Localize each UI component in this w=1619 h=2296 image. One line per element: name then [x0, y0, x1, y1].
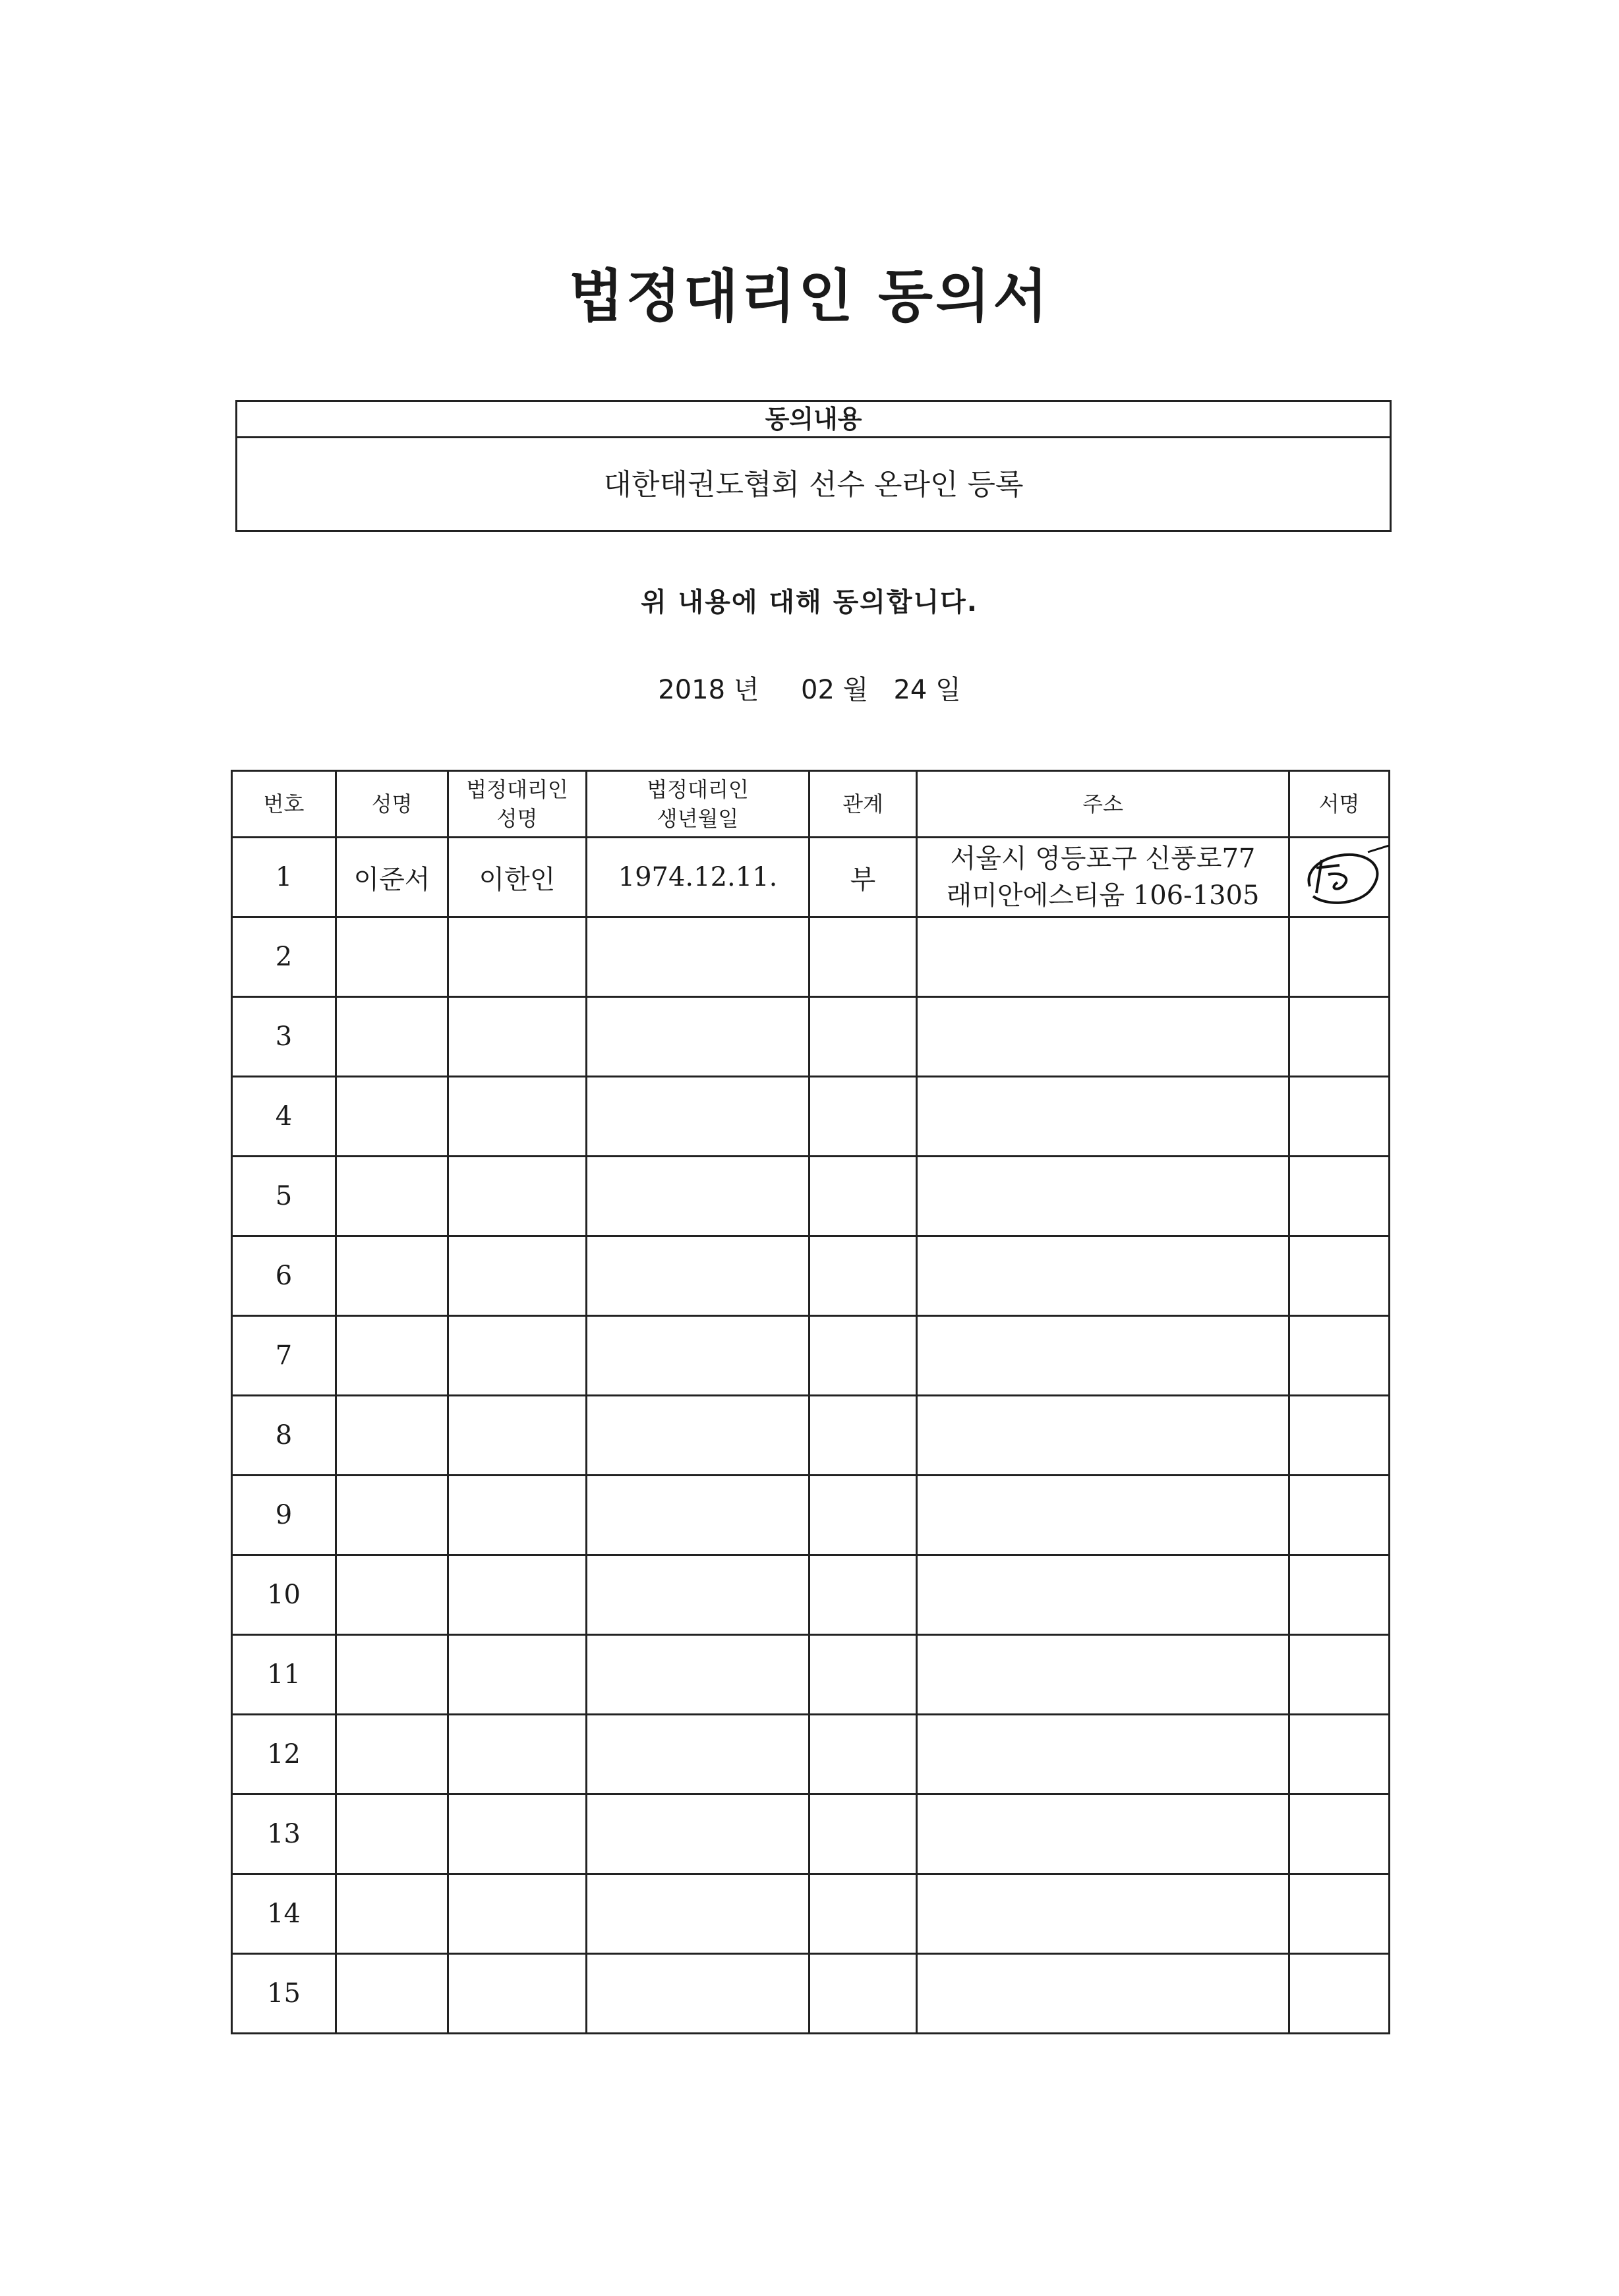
row-number: 9: [232, 1476, 336, 1555]
table-row: [232, 997, 1390, 1077]
date-year-unit: 년: [733, 675, 759, 705]
header-guardian-birth: [587, 771, 810, 838]
header-address: 주소: [917, 771, 1289, 838]
date-day-unit: 일: [935, 675, 961, 705]
consent-box: [235, 400, 1392, 532]
table-row: [232, 1874, 1390, 1954]
date-year: 2018: [658, 675, 726, 705]
table-row: [232, 1077, 1390, 1157]
table-row: [232, 1476, 1390, 1555]
row-number: 15: [232, 1954, 336, 2034]
row-address-line1: 서울시 영등포구 신풍로77: [950, 844, 1256, 874]
table-row: [232, 917, 1390, 997]
table-row: [232, 1715, 1390, 1794]
row-number: 8: [232, 1396, 336, 1476]
date-day: 24: [893, 675, 927, 705]
handwritten-signature-icon: [1290, 840, 1389, 914]
row-number: 1: [232, 838, 336, 917]
header-number: 번호: [232, 771, 336, 838]
row-name: 이준서: [336, 838, 448, 917]
header-guardian-birth-line1: 법정대리인: [647, 777, 749, 802]
header-signature: 서명: [1289, 771, 1390, 838]
table-row: [232, 1555, 1390, 1635]
row-number: 5: [232, 1157, 336, 1236]
header-relation: 관계: [810, 771, 917, 838]
header-guardian-name: [448, 771, 587, 838]
row-signature: [1289, 838, 1390, 917]
table-row: [232, 1157, 1390, 1236]
table-header-row: [232, 771, 1390, 838]
table-row: [232, 1635, 1390, 1715]
row-address: [917, 838, 1289, 917]
row-address-line2: 래미안에스티움 106-1305: [946, 880, 1260, 911]
agreement-statement: 위 내용에 대해 동의합니다.: [640, 587, 978, 617]
table-row: [232, 1236, 1390, 1316]
header-guardian-name-line1: 법정대리인: [466, 777, 568, 802]
row-guardian-birth: 1974.12.11.: [587, 838, 810, 917]
row-guardian-name: 이한인: [448, 838, 587, 917]
table-row: [232, 1954, 1390, 2034]
header-name: 성명: [336, 771, 448, 838]
guardian-roster-table: [231, 770, 1390, 2034]
document-title: 법정대리인 동의서: [568, 264, 1051, 330]
row-number: 4: [232, 1077, 336, 1157]
row-number: 7: [232, 1316, 336, 1396]
header-guardian-name-line2: 성명: [496, 806, 538, 831]
table-row: [232, 838, 1390, 917]
table-row: [232, 1794, 1390, 1874]
row-number: 6: [232, 1236, 336, 1316]
row-number: 10: [232, 1555, 336, 1635]
row-number: 12: [232, 1715, 336, 1794]
row-number: 14: [232, 1874, 336, 1954]
agreement-date: [0, 669, 1619, 706]
table-row: [232, 1396, 1390, 1476]
row-relation: 부: [810, 838, 917, 917]
date-month: 02: [801, 675, 835, 705]
consent-content: 대한태권도협회 선수 온라인 등록: [603, 468, 1024, 502]
table-row: [232, 1316, 1390, 1396]
row-number: 13: [232, 1794, 336, 1874]
row-number: 11: [232, 1635, 336, 1715]
date-month-unit: 월: [842, 675, 869, 705]
row-number: 2: [232, 917, 336, 997]
row-number: 3: [232, 997, 336, 1077]
header-guardian-birth-line2: 생년월일: [657, 806, 739, 831]
consent-header: 동의내용: [237, 402, 1390, 438]
